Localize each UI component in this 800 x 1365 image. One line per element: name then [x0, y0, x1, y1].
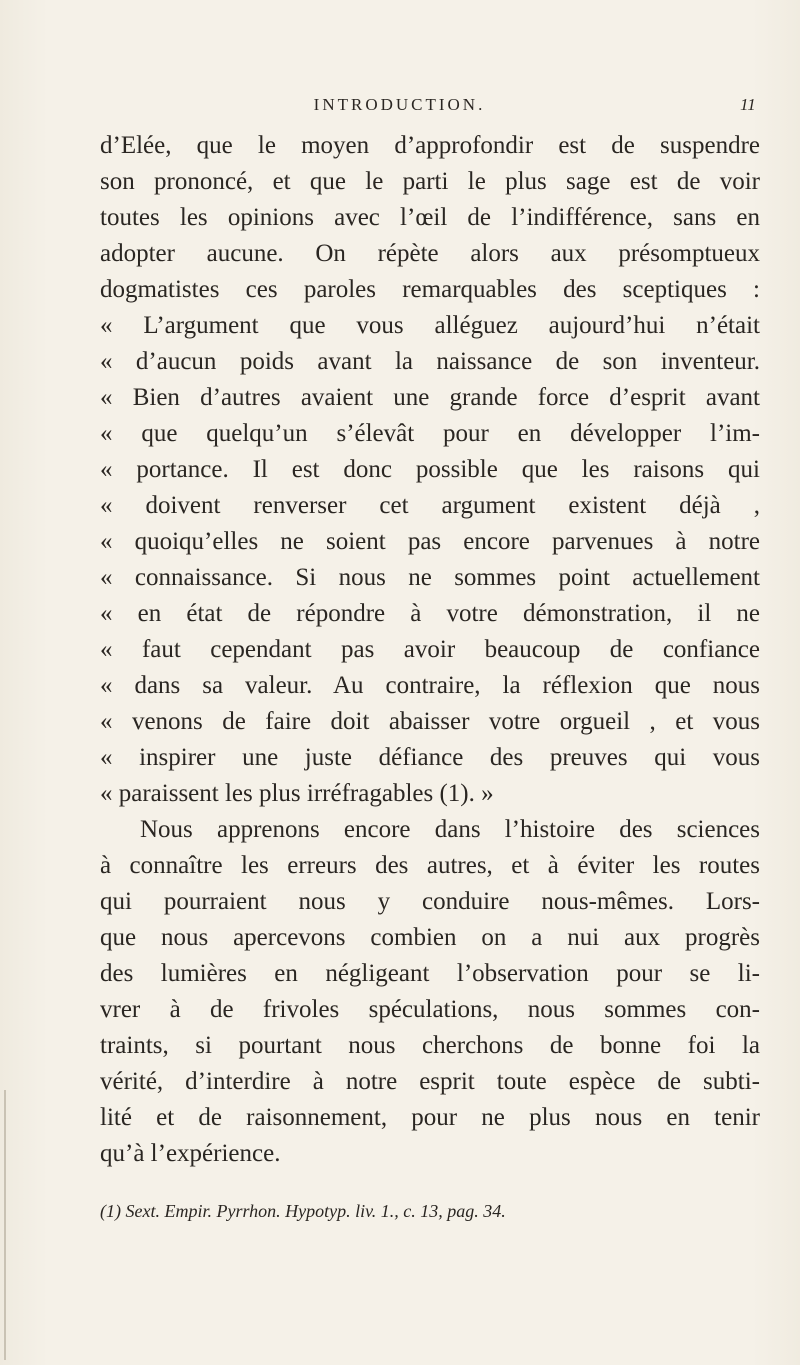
- footnote: (1) Sext. Empir. Pyrrhon. Hypotyp. liv. 1., c. 13, pag. 34.: [100, 1201, 506, 1221]
- text-line: « que quelqu’un s’élevât pour en développer l’im-: [100, 420, 760, 447]
- text-line: « venons de faire doit abaisser votre orgueil , et vous: [100, 708, 760, 735]
- text-line: « L’argument que vous alléguez aujourd’hui n’était: [100, 312, 760, 339]
- text-line: « en état de répondre à votre démonstration, il ne: [100, 600, 760, 627]
- text-line: dogmatistes ces paroles remarquables des sceptiques :: [100, 276, 760, 303]
- text-line: toutes les opinions avec l’œil de l’indifférence, sans en: [100, 204, 760, 231]
- text-line: qu’à l’expérience.: [100, 1140, 281, 1167]
- page-number: 11: [740, 95, 756, 114]
- text-line: des lumières en négligeant l’observation pour se li-: [100, 960, 760, 987]
- text-line: que nous apercevons combien on a nui aux progrès: [100, 924, 760, 951]
- text-line: qui pourraient nous y conduire nous-mêmes. Lors-: [100, 888, 760, 915]
- text-line: Nous apprenons encore dans l’histoire des sciences: [140, 816, 760, 843]
- text-line: « inspirer une juste défiance des preuves qui vous: [100, 744, 760, 771]
- text-line: adopter aucune. On répète alors aux présomptueux: [100, 240, 760, 267]
- text-line: « dans sa valeur. Au contraire, la réflexion que nous: [100, 672, 760, 699]
- text-line: à connaître les erreurs des autres, et à éviter les routes: [100, 852, 760, 879]
- body-text: [100, 128, 760, 1172]
- text-line: « faut cependant pas avoir beaucoup de confiance: [100, 636, 760, 663]
- text-line: « quoiqu’elles ne soient pas encore parvenues à notre: [100, 528, 760, 555]
- page-edge-line: [4, 1090, 6, 1360]
- text-line: « Bien d’autres avaient une grande force d’esprit avant: [100, 384, 760, 411]
- text-line: vérité, d’interdire à notre esprit toute espèce de subti-: [100, 1068, 760, 1095]
- text-line: « doivent renverser cet argument existent déjà ,: [100, 492, 760, 519]
- text-line: « connaissance. Si nous ne sommes point actuellement: [100, 564, 760, 591]
- text-line: traints, si pourtant nous cherchons de bonne foi la: [100, 1032, 760, 1059]
- text-line: « portance. Il est donc possible que les raisons qui: [100, 456, 760, 483]
- text-line: lité et de raisonnement, pour ne plus nous en tenir: [100, 1104, 760, 1131]
- text-line: « d’aucun poids avant la naissance de son inventeur.: [100, 348, 760, 375]
- text-line: vrer à de frivoles spéculations, nous sommes con-: [100, 996, 760, 1023]
- text-line: d’Elée, que le moyen d’approfondir est de suspendre: [100, 132, 760, 159]
- running-head: INTRODUCTION.: [313, 95, 486, 114]
- text-line: « paraissent les plus irréfragables (1). »: [100, 780, 494, 807]
- text-line: son prononcé, et que le parti le plus sage est de voir: [100, 168, 760, 195]
